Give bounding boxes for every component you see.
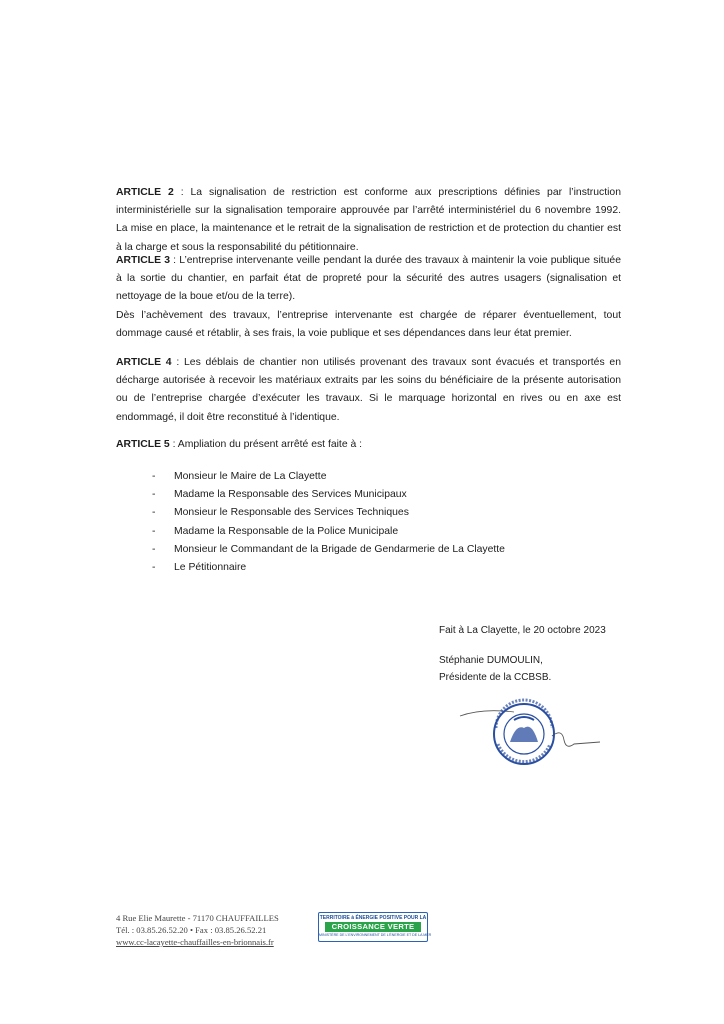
signer-block [439, 652, 551, 686]
article-5 [116, 436, 621, 454]
recipient-text: Monsieur le Commandant de la Brigade de Gendarmerie de La Clayette [174, 543, 505, 555]
article-3-text-2: Dès l’achèvement des travaux, l’entreprise intervenante est chargée de réparer éventuellement, tout dommage causé et rétablir, à ses frais, la voie publique et ses dépendances dans leur état premier. [116, 309, 621, 339]
article-3-title: ARTICLE 3 [116, 255, 170, 266]
badge-line-1: TERRITOIRE à ÉNERGIE POSITIVE POUR LA [319, 915, 427, 921]
article-4-title: ARTICLE 4 [116, 357, 172, 368]
list-dash: - [152, 525, 156, 537]
list-item [152, 468, 505, 486]
list-item [152, 541, 505, 559]
recipient-text: Monsieur le Responsable des Services Techniques [174, 507, 409, 519]
footer-phone: Tél. : 03.85.26.52.20 • Fax : 03.85.26.52.21 [116, 925, 267, 935]
list-item [152, 523, 505, 541]
article-4 [116, 354, 621, 427]
article-3-text: : L’entreprise intervenante veille pendant la durée des travaux à maintenir la voie publique située à la sortie du chantier, en parfait état de propreté pour la sécurité des autres usagers (signalisation et nettoyage de la boue et/ou de la terre). [116, 255, 621, 303]
list-item [152, 504, 505, 522]
official-stamp-icon [452, 698, 602, 778]
recipient-text: Le Pétitionnaire [174, 562, 247, 574]
footer-website-link[interactable]: www.cc-lacayette-chauffailles-en-brionnais.fr [116, 937, 274, 947]
badge-line-3: MINISTÈRE DE L'ENVIRONNEMENT DE L'ÉNERGIE ET DE LA MER [319, 933, 432, 937]
article-4-text: : Les déblais de chantier non utilisés provenant des travaux sont évacués et transportés en décharge autorisée à recevoir les matériaux extraits par les soins du bénéficiaire de la présente autorisation ou de l’entreprise chargée d’exécuter les travaux. Si le marquage horizontal en rives ou en axe est endommagé, il doit être reconstitué à l’identique. [116, 357, 621, 423]
list-dash: - [152, 489, 156, 501]
list-item [152, 559, 505, 577]
list-dash: - [152, 543, 156, 555]
tepcv-logo-badge [318, 912, 432, 942]
list-dash: - [152, 562, 156, 574]
footer-address-block [116, 912, 279, 948]
footer-address: 4 Rue Elie Maurette - 71170 CHAUFFAILLES [116, 913, 279, 923]
recipient-text: Madame la Responsable de la Police Municipale [174, 525, 399, 537]
list-item [152, 486, 505, 504]
article-2-title: ARTICLE 2 [116, 187, 174, 198]
list-dash: - [152, 507, 156, 519]
recipient-list [152, 468, 505, 577]
place-date: Fait à La Clayette, le 20 octobre 2023 [439, 625, 606, 636]
article-5-title: ARTICLE 5 [116, 439, 170, 450]
list-dash: - [152, 471, 156, 482]
article-5-text: : Ampliation du présent arrêté est faite à : [169, 439, 363, 450]
article-2 [116, 184, 621, 257]
recipient-text: Madame la Responsable des Services Municipaux [174, 489, 407, 501]
badge-line-2: CROISSANCE VERTE [325, 922, 421, 932]
recipient-text: Monsieur le Maire de La Clayette [174, 471, 327, 482]
signer-role: Présidente de la CCBSB. [439, 672, 552, 683]
signer-name: Stéphanie DUMOULIN, [439, 655, 543, 666]
article-3 [116, 252, 621, 343]
article-2-text: : La signalisation de restriction est conforme aux prescriptions définies par l’instruction interministérielle sur la signalisation temporaire approuvée par l’arrêté interministériel du 6 novembre 1992. La mise en place, la maintenance et le retrait de la signalisation de restriction et de protection du chantier est à la charge et sous la responsabilité du pétitionnaire. [116, 187, 621, 253]
